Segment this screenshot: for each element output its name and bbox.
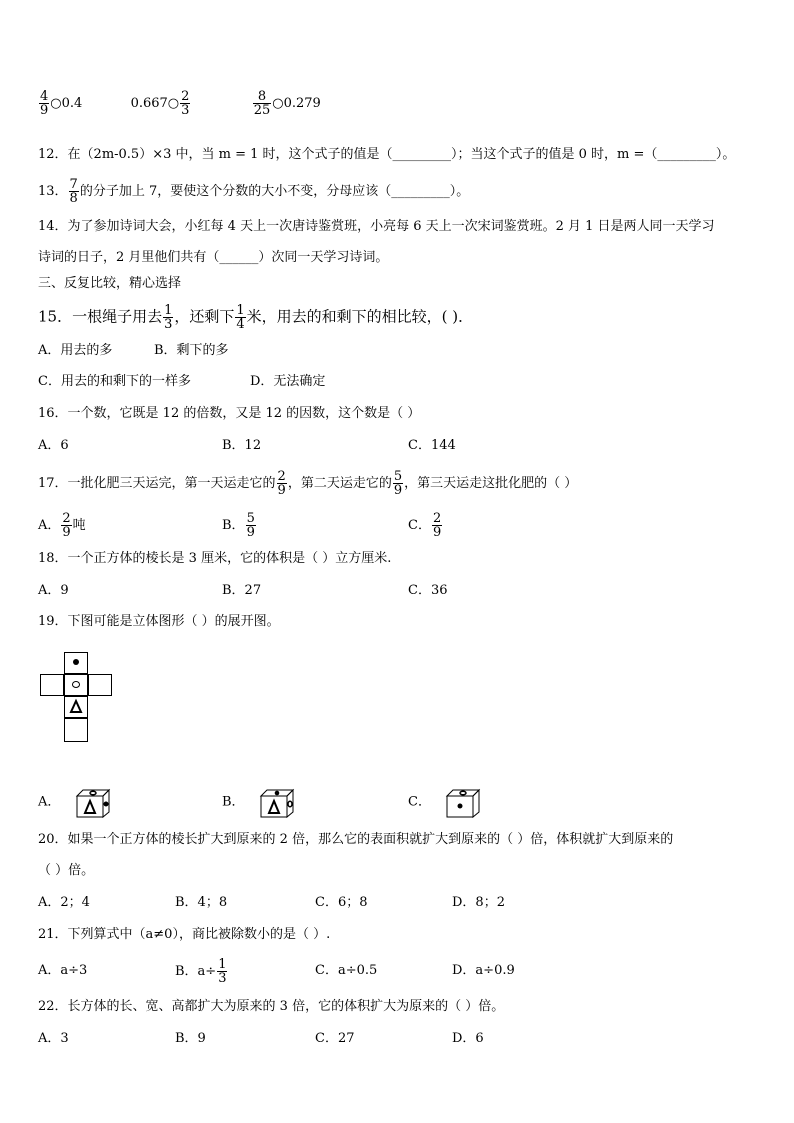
net-face-circle (64, 674, 88, 696)
option-a[interactable]: A．9 (38, 583, 69, 598)
question-16: 16．一个数，它既是 12 的倍数，又是 12 的因数，这个数是（ ） (38, 406, 421, 421)
option-b[interactable]: B． (222, 786, 301, 818)
question-13: 13． $\frac{7}{8}$ 的分子加上 7，要使这个分数的大小不变，分母应该（_________）。 (38, 177, 470, 206)
question-19: 19．下图可能是立体图形（ ）的展开图。 (38, 614, 280, 629)
fraction: $\frac{8}{25}$ (253, 89, 271, 118)
fraction: $\frac{5}{9}$ (393, 469, 403, 498)
option-c[interactable]: C． $\frac{2}{9}$ (408, 511, 442, 540)
option-c[interactable]: C．a÷0.5 (315, 963, 378, 978)
triangle-icon (65, 697, 87, 717)
option-d[interactable]: D．8；2 (452, 895, 505, 910)
option-c[interactable]: C．27 (315, 1031, 355, 1046)
cube-icon (257, 786, 301, 818)
dot-icon (73, 659, 79, 665)
question-20-line-2: （ ）倍。 (38, 863, 95, 878)
fraction: $\frac{2}{9}$ (277, 469, 286, 498)
cube-icon (443, 786, 487, 818)
option-b[interactable]: B．a÷ $\frac{1}{3}$ (175, 957, 227, 986)
option-b[interactable]: B．27 (222, 583, 262, 598)
compare-expression: 0.667○ (130, 96, 180, 111)
compare-expression: ○0.279 (272, 96, 321, 111)
net-face-blank (88, 674, 112, 696)
option-c[interactable]: C．用去的和剩下的一样多 (38, 374, 191, 389)
question-15: 15．一根绳子用去 $\frac{1}{3}$ ，还剩下 $\frac{1}{4}$ 米，用去的和剩下的相比较，( )． (38, 303, 474, 332)
option-a[interactable]: A． $\frac{2}{9}$ 吨 (38, 511, 86, 540)
option-b[interactable]: B．12 (222, 438, 262, 453)
question-14-line-1: 14．为了参加诗词大会，小红每 4 天上一次唐诗鉴赏班，小亮每 6 天上一次宋词鉴赏班。2 月 1 日是两人同一天学习 (38, 219, 715, 234)
question-12: 12．在（2m-0.5）×3 中，当 m = 1 时，这个式子的值是（_________）；当这个式子的值是 0 时，m =（_________）。 (38, 147, 736, 162)
net-face-triangle (64, 696, 88, 718)
option-b[interactable]: B．剩下的多 (154, 343, 229, 358)
question-20-line-1: 20．如果一个正方体的棱长扩大到原来的 2 倍，那么它的表面积就扩大到原来的（ ）倍，体积就扩大到原来的 (38, 832, 674, 847)
cube-net-figure (40, 652, 114, 748)
cube-icon (73, 786, 113, 818)
option-b[interactable]: B．9 (175, 1031, 206, 1046)
net-face-dot (64, 652, 88, 674)
option-a[interactable]: A．2；4 (38, 895, 90, 910)
fraction: $\frac{1}{4}$ (236, 303, 245, 332)
net-face-blank (40, 674, 64, 696)
fraction: $\frac{4}{9}$ (40, 89, 49, 118)
question-14-line-2: 诗词的日子，2 月里他们共有（______）次同一天学习诗词。 (38, 250, 389, 265)
section-title: 三、反复比较，精心选择 (38, 276, 182, 291)
net-face-blank (64, 718, 88, 742)
question-17: 17．一批化肥三天运完，第一天运走它的 $\frac{2}{9}$ ，第二天运走它的 $\frac{5}{9}$ ，第三天运走这批化肥的（ ） (38, 469, 578, 498)
option-b[interactable]: B．4；8 (175, 895, 228, 910)
option-c[interactable]: C．36 (408, 583, 448, 598)
question-21: 21．下列算式中（a≠0），商比被除数小的是（ ）. (38, 927, 331, 942)
fraction: $\frac{7}{8}$ (69, 177, 78, 206)
option-c[interactable]: C． (408, 786, 487, 818)
option-a[interactable]: A．6 (38, 438, 69, 453)
option-c[interactable]: C．6；8 (315, 895, 368, 910)
option-a[interactable]: A．3 (38, 1031, 69, 1046)
question-22: 22．长方体的长、宽、高都扩大为原来的 3 倍，它的体积扩大为原来的（ ）倍。 (38, 999, 505, 1014)
option-a[interactable]: A． (38, 786, 113, 818)
option-b[interactable]: B． $\frac{5}{9}$ (222, 511, 255, 540)
option-d[interactable]: D．6 (452, 1031, 484, 1046)
option-d[interactable]: D．a÷0.9 (452, 963, 515, 978)
compare-expression: ○0.4 (50, 96, 83, 111)
q11-row (38, 90, 321, 117)
option-c[interactable]: C．144 (408, 438, 456, 453)
option-d[interactable]: D．无法确定 (250, 374, 326, 389)
option-a[interactable]: A．用去的多 (38, 343, 113, 358)
fraction: $\frac{2}{3}$ (181, 89, 190, 118)
option-a[interactable]: A．a÷3 (38, 963, 88, 978)
question-18: 18．一个正方体的棱长是 3 厘米，它的体积是（ ）立方厘米. (38, 551, 392, 566)
circle-icon (72, 681, 80, 688)
fraction: $\frac{1}{3}$ (164, 303, 173, 332)
